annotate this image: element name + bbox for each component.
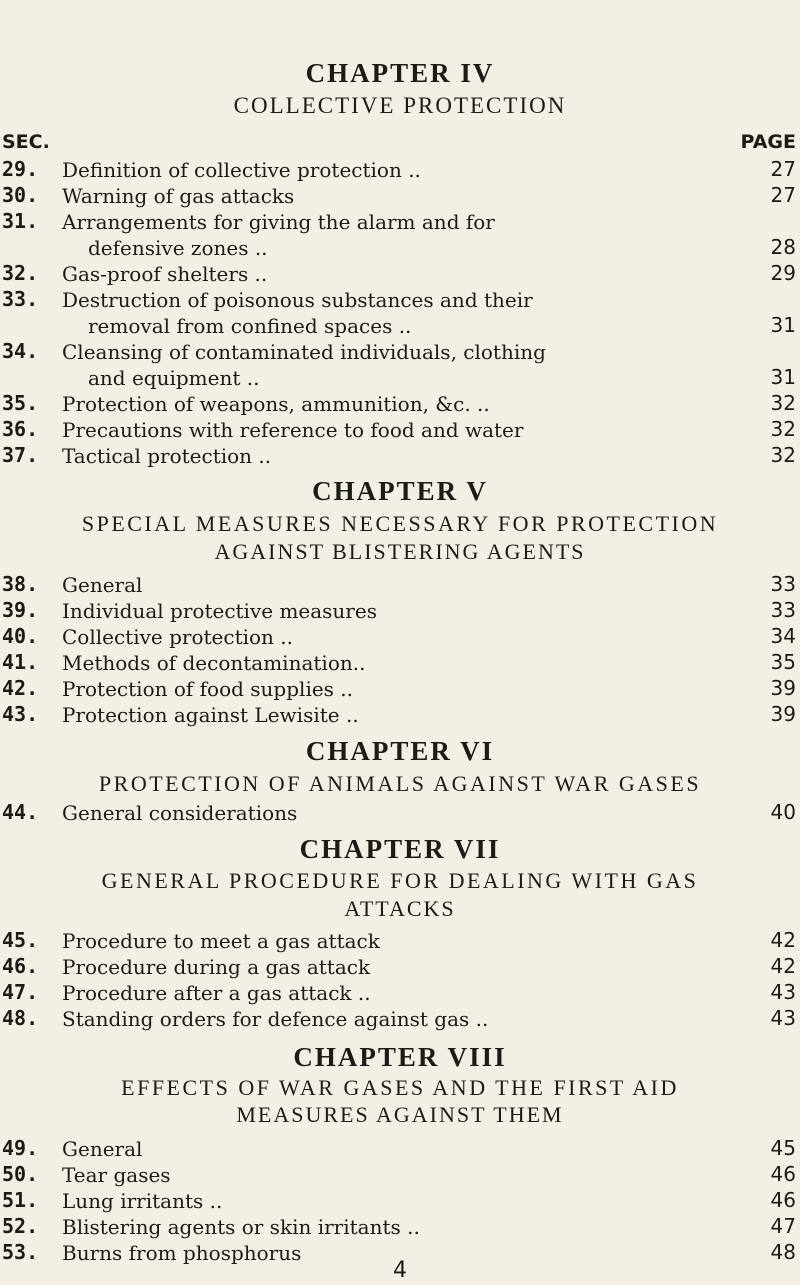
toc-entry (0, 391, 800, 417)
entry-title: Protection of weapons, ammunition, &c. .. (62, 392, 490, 416)
entry-page: 42 (770, 928, 796, 952)
entry-page: 27 (770, 183, 796, 207)
toc-entry (0, 598, 800, 624)
entry-title: General (62, 573, 143, 597)
section-number: 39. (2, 598, 39, 622)
chapter-subheading: PROTECTION OF ANIMALS AGAINST WAR GASES (98, 771, 702, 796)
toc-entry (0, 261, 800, 287)
toc-entry (0, 1006, 800, 1032)
toc-entry (0, 287, 800, 339)
entry-title: General (62, 1137, 143, 1161)
entry-title: Warning of gas attacks (62, 184, 295, 208)
toc-entry (0, 572, 800, 598)
entry-title: Tear gases (62, 1163, 171, 1187)
section-number: 32. (2, 261, 39, 285)
section-number: 45. (2, 928, 39, 952)
entry-page: 27 (770, 157, 796, 181)
entry-title: Definition of collective protection .. (62, 158, 421, 182)
section-number: 50. (2, 1162, 39, 1186)
entry-page: 32 (770, 443, 796, 467)
entry-page: 31 (770, 313, 796, 337)
entry-page: 33 (770, 572, 796, 596)
entry-title: Individual protective measures (62, 599, 377, 623)
section-number: 29. (2, 157, 39, 181)
toc-entry (0, 1188, 800, 1214)
entry-page: 43 (770, 980, 796, 1004)
entry-title: General considerations (62, 801, 298, 825)
entry-title: Cleansing of contaminated individuals, clothing (62, 340, 546, 364)
entry-page: 40 (770, 800, 796, 824)
entry-title: Standing orders for defence against gas .. (62, 1007, 489, 1031)
entry-page: 48 (770, 1240, 796, 1264)
toc-entry (0, 624, 800, 650)
section-number: 34. (2, 339, 39, 363)
entry-title: Collective protection .. (62, 625, 294, 649)
entry-title: Methods of decontamination.. (62, 651, 366, 675)
section-number: 49. (2, 1136, 39, 1160)
entry-page: 29 (770, 261, 796, 285)
entry-title: Blistering agents or skin irritants .. (62, 1215, 420, 1239)
section-number: 44. (2, 800, 39, 824)
chapter-heading: CHAPTER VI (305, 736, 495, 766)
entry-title: Arrangements for giving the alarm and for (62, 210, 495, 234)
chapter-subheading-continued: ATTACKS (344, 896, 456, 921)
section-number: 30. (2, 183, 39, 207)
entry-title: Gas-proof shelters .. (62, 262, 268, 286)
entry-title-continued: and equipment .. (88, 366, 260, 390)
section-number: 46. (2, 954, 39, 978)
entry-page: 39 (770, 676, 796, 700)
entry-page: 46 (770, 1162, 796, 1186)
section-number: 31. (2, 209, 39, 233)
entry-title-continued: defensive zones .. (88, 236, 268, 260)
toc-entry (0, 954, 800, 980)
toc-entry (0, 980, 800, 1006)
section-number: 38. (2, 572, 39, 596)
entry-page: 45 (770, 1136, 796, 1160)
chapter-heading: CHAPTER V (312, 476, 488, 506)
entry-title: Destruction of poisonous substances and their (62, 288, 533, 312)
entry-page: 28 (770, 235, 796, 259)
section-number: 47. (2, 980, 39, 1004)
entry-title: Tactical protection .. (62, 444, 272, 468)
toc-entry (0, 800, 800, 826)
entry-title: Procedure during a gas attack (62, 955, 371, 979)
entry-title: Procedure to meet a gas attack (62, 929, 380, 953)
entry-title: Procedure after a gas attack .. (62, 981, 371, 1005)
section-number: 36. (2, 417, 39, 441)
entry-title: Lung irritants .. (62, 1189, 223, 1213)
section-number: 52. (2, 1214, 39, 1238)
entry-page: 32 (770, 391, 796, 415)
section-number: 33. (2, 287, 39, 311)
chapter-heading: CHAPTER VII (299, 834, 501, 864)
chapter-subheading-continued: AGAINST BLISTERING AGENTS (214, 539, 586, 564)
chapter-subheading: EFFECTS OF WAR GASES AND THE FIRST AID (121, 1075, 679, 1100)
toc-entry (0, 1162, 800, 1188)
section-number: 35. (2, 391, 39, 415)
section-number: 41. (2, 650, 39, 674)
section-number: 51. (2, 1188, 39, 1212)
chapter-subheading: COLLECTIVE PROTECTION (233, 93, 567, 118)
entry-page: 32 (770, 417, 796, 441)
entry-page: 35 (770, 650, 796, 674)
section-column-header: SEC. (2, 131, 50, 153)
section-number: 40. (2, 624, 39, 648)
toc-entry (0, 928, 800, 954)
toc-entry (0, 702, 800, 728)
entry-title: Precautions with reference to food and water (62, 418, 524, 442)
section-number: 43. (2, 702, 39, 726)
toc-entry (0, 650, 800, 676)
page-column-header: PAGE (740, 131, 796, 153)
entry-page: 31 (770, 365, 796, 389)
section-number: 37. (2, 443, 39, 467)
chapter-subheading: SPECIAL MEASURES NECESSARY FOR PROTECTION (81, 511, 719, 536)
page-number: 4 (393, 1258, 407, 1283)
chapter-heading: CHAPTER VIII (293, 1042, 507, 1072)
entry-title-continued: removal from confined spaces .. (88, 314, 412, 338)
chapter-heading: CHAPTER IV (305, 58, 495, 88)
toc-entry (0, 443, 800, 469)
entry-page: 42 (770, 954, 796, 978)
toc-entry (0, 676, 800, 702)
entry-page: 34 (770, 624, 796, 648)
entry-page: 46 (770, 1188, 796, 1212)
entry-page: 33 (770, 598, 796, 622)
entry-title: Protection against Lewisite .. (62, 703, 359, 727)
toc-entry (0, 209, 800, 261)
toc-entry (0, 1136, 800, 1162)
entry-page: 43 (770, 1006, 796, 1030)
toc-entry (0, 1214, 800, 1240)
section-number: 42. (2, 676, 39, 700)
toc-entry (0, 339, 800, 391)
toc-entry (0, 183, 800, 209)
entry-page: 47 (770, 1214, 796, 1238)
toc-entry (0, 157, 800, 183)
section-number: 48. (2, 1006, 39, 1030)
toc-entry (0, 417, 800, 443)
chapter-subheading: GENERAL PROCEDURE FOR DEALING WITH GAS (101, 868, 699, 893)
entry-title: Protection of food supplies .. (62, 677, 354, 701)
section-number: 53. (2, 1240, 39, 1264)
entry-title: Burns from phosphorus (62, 1241, 302, 1265)
chapter-subheading-continued: MEASURES AGAINST THEM (236, 1102, 564, 1127)
entry-page: 39 (770, 702, 796, 726)
